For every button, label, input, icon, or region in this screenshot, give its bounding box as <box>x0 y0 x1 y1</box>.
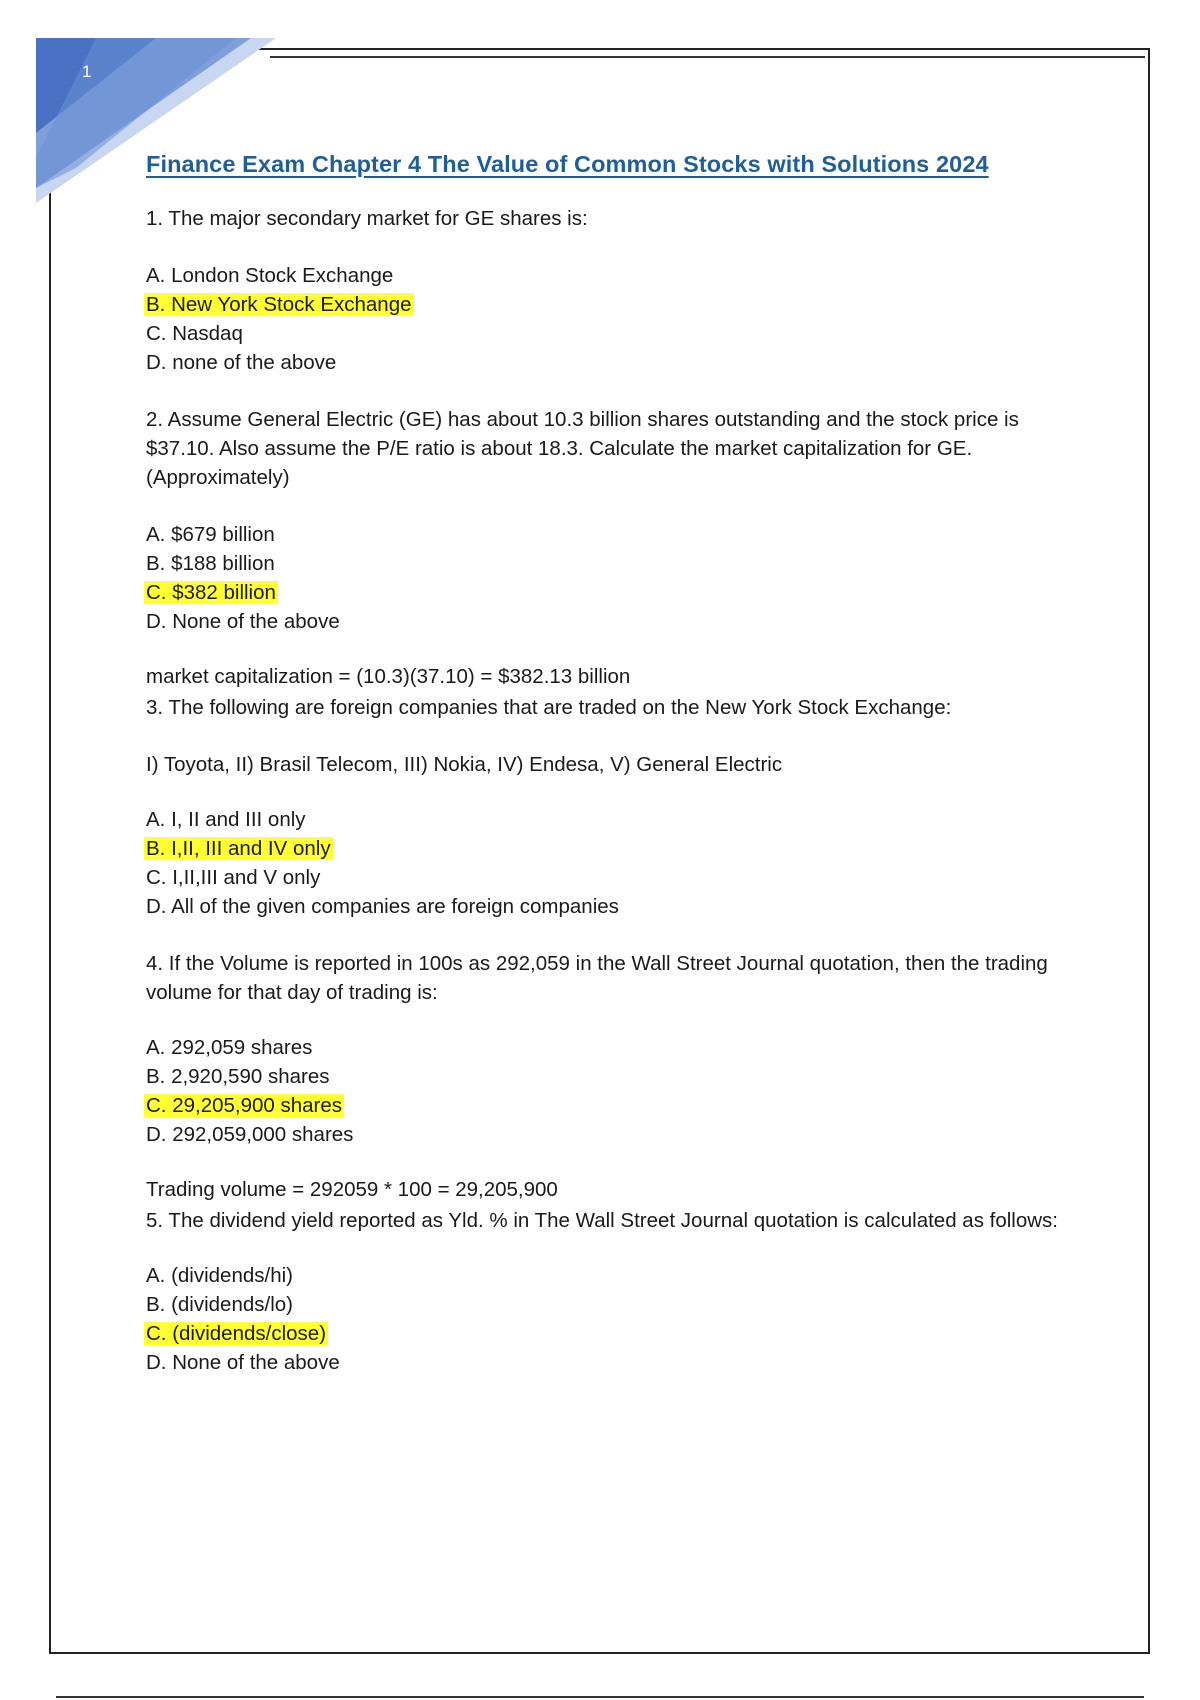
option-b: B. (dividends/lo) <box>146 1293 293 1316</box>
question-text: 5. The dividend yield reported as Yld. % in The Wall Street Journal quotation is calculated as follows: <box>146 1209 1058 1232</box>
option-b-correct: B. New York Stock Exchange <box>146 293 412 316</box>
option-a: A. London Stock Exchange <box>146 264 394 287</box>
option-list <box>146 805 1066 921</box>
option-d: D. none of the above <box>146 351 337 374</box>
answer-explanation: Trading volume = 292059 * 100 = 29,205,900 <box>146 1178 558 1201</box>
option-c-correct: C. $382 billion <box>146 581 276 604</box>
option-b: B. 2,920,590 shares <box>146 1065 330 1088</box>
option-list <box>146 261 1066 377</box>
question-5 <box>146 1206 1066 1377</box>
question-text: 2. Assume General Electric (GE) has about 10.3 billion shares outstanding and the stock price is $37.10. Also assume the P/E ratio is about 18.3. Calculate the market capitalization for GE. (Approximately) <box>146 408 1019 489</box>
answer-explanation: market capitalization = (10.3)(37.10) = $382.13 billion <box>146 665 631 688</box>
question-text: 4. If the Volume is reported in 100s as 292,059 in the Wall Street Journal quotation, then the trading volume for that day of trading is: <box>146 952 1048 1004</box>
option-a: A. 292,059 shares <box>146 1036 313 1059</box>
option-b: B. $188 billion <box>146 552 275 575</box>
option-c: C. Nasdaq <box>146 322 243 345</box>
option-a: A. (dividends/hi) <box>146 1264 293 1287</box>
footer-rule <box>56 1696 1144 1698</box>
question-text: 1. The major secondary market for GE shares is: <box>146 207 588 230</box>
option-a: A. $679 billion <box>146 523 275 546</box>
option-list <box>146 520 1066 636</box>
header-rule <box>270 56 1145 58</box>
question-2 <box>146 405 1066 691</box>
option-d: D. None of the above <box>146 610 340 633</box>
option-c-correct: C. (dividends/close) <box>146 1322 327 1345</box>
document-body <box>146 148 1066 1405</box>
company-statement: I) Toyota, II) Brasil Telecom, III) Nokia, IV) Endesa, V) General Electric <box>146 753 783 776</box>
option-d: D. 292,059,000 shares <box>146 1123 354 1146</box>
question-1 <box>146 204 1066 377</box>
question-3 <box>146 693 1066 921</box>
document-title: Finance Exam Chapter 4 The Value of Common Stocks with Solutions 2024 <box>146 151 989 177</box>
option-list <box>146 1261 1066 1377</box>
question-text: 3. The following are foreign companies that are traded on the New York Stock Exchange: <box>146 696 952 719</box>
option-c: C. I,II,III and V only <box>146 866 321 889</box>
option-d: D. All of the given companies are foreign companies <box>146 895 619 918</box>
option-list <box>146 1033 1066 1149</box>
page-number: 1 <box>82 62 92 81</box>
option-a: A. I, II and III only <box>146 808 306 831</box>
question-4 <box>146 949 1066 1204</box>
option-c-correct: C. 29,205,900 shares <box>146 1094 343 1117</box>
option-b-correct: B. I,II, III and IV only <box>146 837 331 860</box>
option-d: D. None of the above <box>146 1351 340 1374</box>
